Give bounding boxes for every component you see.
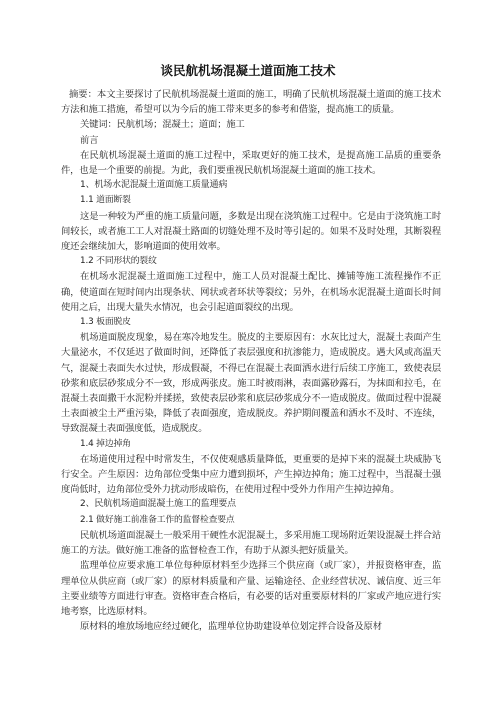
abstract-paragraph: 摘要：本文主要探讨了民航机场混凝土道面的施工，明确了民航机场混凝土道面的施工技术方法和施工措施，希望可以为今后的施工带来更多的参考和借鉴，提高施工的质量。	[61, 89, 441, 116]
document-body	[61, 87, 441, 634]
keywords-line: 关键词：民航机场；混凝土；道面；施工	[80, 119, 245, 131]
subsection-1-3-paragraph: 机场道面脱皮现象，易在寒冷地发生。脱皮的主要原因有：水灰比过大，混凝土表面产生大量泌水，不仅延迟了做面时间，还降低了表层强度和抗渗能力，造成脱皮。遇大风或高温天气，混凝土表面失水过快，形成假凝，不得已在混凝土表面洒水进行后续工序施工，致使表层砂浆和底层砂浆成分不一致，形成两张皮。施工时被雨淋，表面露砂露石，为抹面和拉毛，在混凝土表面撒干水泥粉并揉搓，致使表层砂浆和底层砂浆成分不一造成脱皮。做面过程中混凝土表面被尘土严重污染，降低了表面强度，造成脱皮。养护期间覆盖和洒水不及时、不连续，导致混凝土表面强度低，造成脱皮。	[61, 332, 441, 435]
subsection-2-1-paragraph-1: 民航机场道面混凝土一般采用干硬性水泥混凝土，多采用施工现场附近架设混凝土拌合站施工的方法。做好施工准备的监督检查工作，有助于从源头把好质量关。	[61, 529, 441, 557]
subsection-1-1-paragraph: 这是一种较为严重的施工质量问题，多数是出现在浇筑施工过程中。它是由于浇筑施工时间较长，或者施工工人对混凝土路面的切缝处理不及时等引起的。如果不及时处理，其断裂程度还会继续加大，影响道面的使用效率。	[61, 210, 441, 253]
subsection-2-1-heading: 2.1 做好施工前准备工作的监督检查要点	[80, 514, 235, 525]
preface-heading: 前言	[80, 134, 99, 146]
subsection-1-1-heading: 1.1 道面断裂	[80, 195, 131, 206]
subsection-2-1-paragraph-2: 监理单位应要求施工单位每种原材料至少选择三个供应商（或厂家），并报资格审查，监理单位从供应商（或厂家）的原材料质量和产量、运输途径、企业经营状况、诚信度、近三年主要业绩等方面进行审查。资格审查合格后，有必要的话对重要原材料的厂家或产地应进行实地考察，比选原材料。	[61, 560, 441, 617]
subsection-1-2-heading: 1.2 不同形状的裂纹	[80, 256, 157, 267]
subsection-1-4-paragraph: 在场道使用过程中时常发生，不仅使观感质量降低，更重要的是掉下来的混凝土块威胁飞行安全。产生原因：边角部位受集中应力遭到损坏，产生掉边掉角；施工过程中，当混凝土强度尚低时，边角部位受外力扰动形成暗伤，在使用过程中受外力作用产生掉边掉角。	[61, 453, 441, 496]
preface-paragraph: 在民航机场混凝土道面的施工过程中，采取更好的施工技术，是提高施工品质的重要条件，也是一个重要的前提。为此，我们要重视民航机场混凝土道面的施工技术。	[61, 149, 441, 177]
section-2-heading: 2、民航机场道面混凝土施工的监理要点	[80, 499, 237, 510]
subsection-1-2-paragraph: 在机场水泥混凝土道面施工过程中，施工人员对混凝土配比、摊铺等施工流程操作不正确，使道面在短时间内出现条状、网状或者环状等裂纹；另外，在机场水泥混凝土道面长时间使用之后，出现大量失水情况，也会引起道面裂纹的出现。	[61, 271, 441, 313]
section-1-heading: 1、机场水泥混凝土道面施工质量通病	[80, 180, 228, 191]
subsection-1-3-heading: 1.3 板面脱皮	[80, 317, 131, 328]
subsection-2-1-paragraph-3: 原材料的堆放场地应经过硬化，监理单位协助建设单位划定拌合设备及原材	[80, 621, 382, 633]
document-title: 谈民航机场混凝土道面施工技术	[160, 63, 336, 78]
subsection-1-4-heading: 1.4 掉边掉角	[80, 438, 131, 449]
